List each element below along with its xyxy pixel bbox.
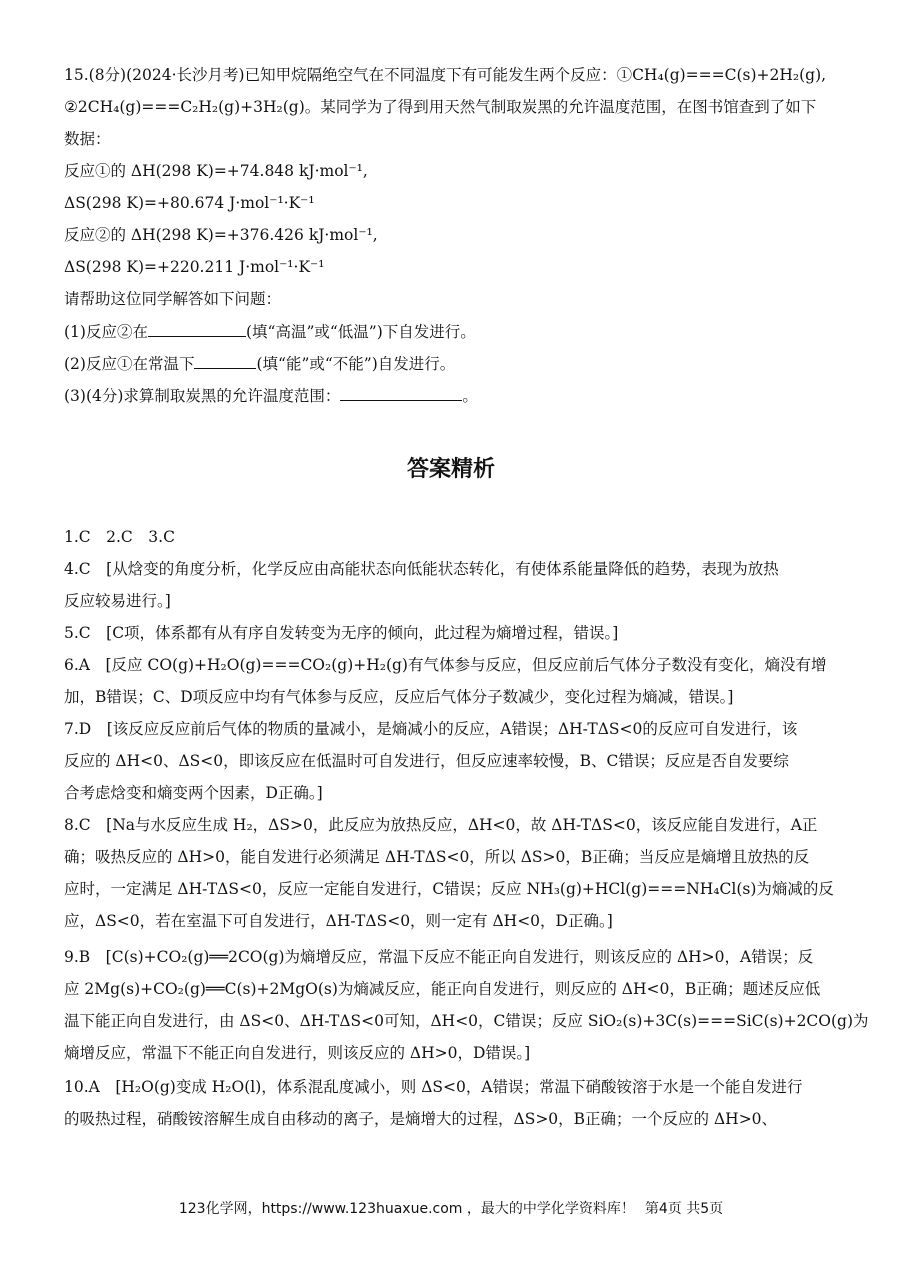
answer-8-line-3: 应时，一定满足 ΔH-TΔS<0，反应一定能自发进行，C错误；反应 NH₃(g)+HCl(g)===NH₄Cl(s)为熵减的反: [64, 880, 834, 898]
data-line-4: ΔS(298 K)=+220.211 J·mol⁻¹·K⁻¹: [64, 258, 325, 276]
question-15-line-2: ②2CH₄(g)===C₂H₂(g)+3H₂(g)。某同学为了得到用天然气制取炭黑的允许温度范围，在图书馆查到了如下: [64, 98, 817, 116]
data-line-3: 反应②的 ΔH(298 K)=+376.426 kJ·mol⁻¹,: [64, 226, 378, 244]
answer-8-line-4: 应，ΔS<0，若在室温下可自发进行，ΔH-TΔS<0，则一定有 ΔH<0，D正确。]: [64, 912, 613, 930]
question-15-line-3: 数据：: [64, 130, 111, 148]
sub-question-3: [64, 384, 846, 407]
answer-blank-2[interactable]: [194, 352, 256, 369]
answer-4-line-1: 4.C [从焓变的角度分析，化学反应由高能状态向低能状态转化，有使体系能量降低的趋势，表现为放热: [64, 560, 779, 578]
sub-question-3-text-b: 。: [462, 387, 478, 405]
answer-7-line-2: 反应的 ΔH<0、ΔS<0，即该反应在低温时可自发进行，但反应速率较慢，B、C错误；反应是否自发要综: [64, 752, 789, 770]
answer-7-line-1: 7.D [该反应反应前后气体的物质的量减小，是熵减小的反应，A错误；ΔH-TΔS<0的反应可自发进行，该: [64, 720, 798, 738]
answer-9-line-4: 熵增反应，常温下不能正向自发进行，则该反应的 ΔH>0，D错误。]: [64, 1044, 531, 1062]
prompt-line: 请帮助这位同学解答如下问题：: [64, 290, 282, 308]
answer-4-line-2: 反应较易进行。]: [64, 592, 171, 610]
sub-question-2: [64, 352, 846, 375]
answer-9-line-2: 应 2Mg(s)+CO₂(g)══C(s)+2MgO(s)为熵减反应，能正向自发进行，则反应的 ΔH<0，B正确；题述反应低: [64, 980, 821, 998]
data-line-1: 反应①的 ΔH(298 K)=+74.848 kJ·mol⁻¹,: [64, 162, 368, 180]
answer-10-line-2: 的吸热过程，硝酸铵溶解生成自由移动的离子，是熵增大的过程，ΔS>0，B正确；一个反应的 ΔH>0、: [64, 1110, 778, 1128]
answer-6-line-2: 加，B错误；C、D项反应中均有气体参与反应，反应后气体分子数减少，变化过程为熵减，错误。]: [64, 688, 734, 706]
footer-site-link[interactable]: 123化学网，https://www.123huaxue.com ，最大的中学化学资料库！: [178, 1201, 635, 1217]
sub-question-3-text-a: (3)(4分)求算制取炭黑的允许温度范围：: [64, 387, 341, 405]
sub-question-1: [64, 320, 846, 343]
page-footer: [0, 1198, 902, 1218]
answer-1-3: 1.C 2.C 3.C: [64, 528, 175, 546]
answer-7-line-3: 合考虑焓变和熵变两个因素，D正确。]: [64, 784, 323, 802]
answer-blank-3[interactable]: [340, 384, 462, 401]
sub-question-1-text-b: (填“高温”或“低温”)下自发进行。: [245, 323, 476, 341]
sub-question-2-text-a: (2)反应①在常温下: [64, 355, 195, 373]
answer-8-line-2: 确；吸热反应的 ΔH>0，能自发进行必须满足 ΔH-TΔS<0，所以 ΔS>0，B正确；当反应是熵增且放热的反: [64, 848, 810, 866]
question-15-line-1: 15.(8分)(2024·长沙月考)已知甲烷隔绝空气在不同温度下有可能发生两个反应：①CH₄(g)===C(s)+2H₂(g),: [64, 66, 827, 84]
footer-page-number: 第4页 共5页: [644, 1201, 724, 1217]
answer-9-line-1: 9.B [C(s)+CO₂(g)══2CO(g)为熵增反应，常温下反应不能正向自发进行，则该反应的 ΔH>0，A错误；反: [64, 948, 814, 966]
answer-8-line-1: 8.C [Na与水反应生成 H₂，ΔS>0，此反应为放热反应，ΔH<0，故 ΔH-TΔS<0，该反应能自发进行，A正: [64, 816, 818, 834]
answer-10-line-1: 10.A [H₂O(g)变成 H₂O(l)，体系混乱度减小，则 ΔS<0，A错误；常温下硝酸铵溶于水是一个能自发进行: [64, 1078, 803, 1096]
sub-question-1-text-a: (1)反应②在: [64, 323, 148, 341]
data-line-2: ΔS(298 K)=+80.674 J·mol⁻¹·K⁻¹: [64, 194, 315, 212]
answer-blank-1[interactable]: [148, 320, 246, 337]
answer-5: 5.C [C项，体系都有从有序自发转变为无序的倾向，此过程为熵增过程，错误。]: [64, 624, 619, 642]
answer-6-line-1: 6.A [反应 CO(g)+H₂O(g)===CO₂(g)+H₂(g)有气体参与反应，但反应前后气体分子数没有变化，熵没有增: [64, 656, 827, 674]
sub-question-2-text-b: (填“能”或“不能”)自发进行。: [256, 355, 456, 373]
answer-9-line-3: 温下能正向自发进行，由 ΔS<0、ΔH-TΔS<0可知，ΔH<0，C错误；反应 SiO₂(s)+3C(s)===SiC(s)+2CO(g)为: [64, 1012, 869, 1030]
answer-section-title: 答案精析: [406, 457, 495, 482]
